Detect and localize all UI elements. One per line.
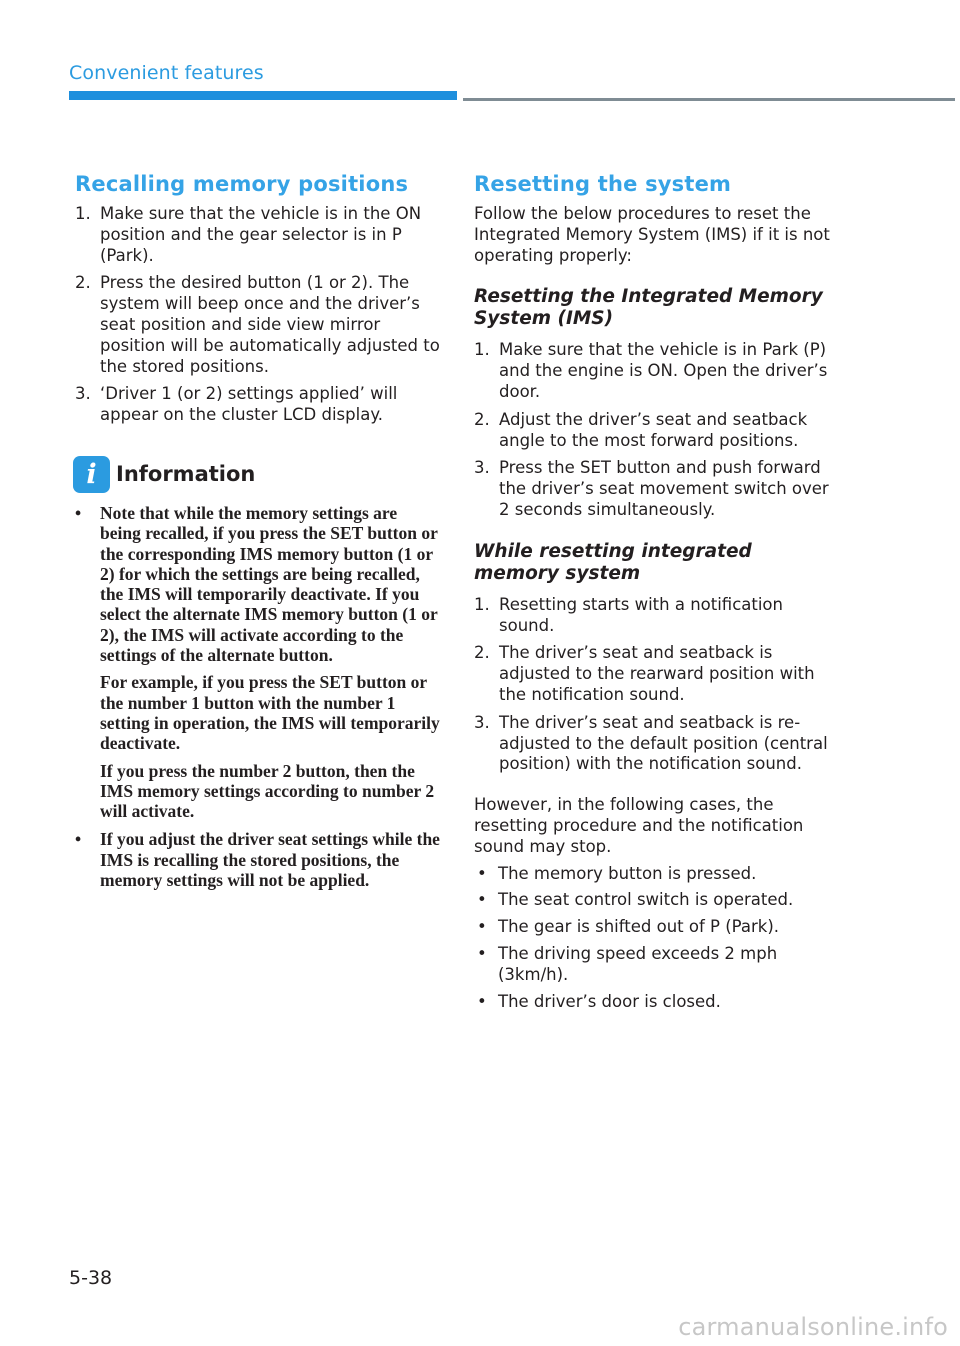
bullet: • [477,863,487,883]
reset-steps [474,340,839,520]
note-paragraph: If you adjust the driver seat settings while the IMS is recalling the stored positions, the memory settings will not be applied. [100,829,440,891]
step-text: Press the SET button and push forward the driver’s seat movement switch over 2 seconds simultaneously. [499,458,829,519]
step-text: The driver’s seat and seatback is adjusted to the rearward position with the notification sound. [499,643,815,704]
header-rule-divider [463,98,955,101]
bullet: • [477,991,487,1011]
bullet: • [75,829,82,850]
header-rule-accent [69,91,457,100]
step-number: 1. [474,594,490,614]
list-item [474,410,839,452]
information-header [73,456,440,493]
list-item [474,992,839,1013]
case-text: The memory button is pressed. [498,863,757,883]
step-text: Adjust the driver’s seat and seatback angle to the most forward positions. [499,409,808,450]
step-number: 3. [474,712,490,732]
however-paragraph: However, in the following cases, the resetting procedure and the notification sound may stop. [474,795,804,856]
case-text: The driving speed exceeds 2 mph (3km/h). [498,943,778,984]
list-item [474,917,839,938]
case-text: The seat control switch is operated. [498,890,794,910]
list-item [474,713,839,775]
step-number: 2. [474,409,490,429]
left-column [75,172,440,898]
list-item [474,864,839,885]
case-text: The gear is shifted out of P (Park). [498,917,780,937]
step-number: 2. [75,273,91,293]
list-item [75,384,440,426]
step-text: ‘Driver 1 (or 2) settings applied’ will appear on the cluster LCD display. [100,384,398,425]
list-item [474,944,839,986]
note-paragraph: Note that while the memory settings are being recalled, if you press the SET button or the corresponding IMS memory button (1 or 2) for which the settings are being recalled, the IMS will temporarily deactivate. If you select the alternate IMS memory button (1 or 2), the IMS will activate according to the settings of the alternate button. [100,502,438,666]
info-icon: i [73,456,110,493]
step-number: 1. [75,204,91,223]
recalling-heading: Recalling memory positions [75,172,409,196]
note-paragraph: For example, if you press the SET button or the number 1 button with the number 1 setting in operation, the IMS will temporarily deactivate. [100,672,440,754]
resetting-heading: Resetting the system [474,172,732,196]
recall-steps [75,204,440,426]
step-text: Resetting starts with a notification sound. [499,594,783,635]
information-notes [75,503,440,890]
step-text: The driver’s seat and seatback is re-adjusted to the default position (central position) with the notification sound. [499,712,828,774]
section-header-title: Convenient features [69,62,264,84]
watermark-text: carmanualsonline.info [678,1313,948,1341]
bullet: • [75,502,82,523]
case-text: The driver’s door is closed. [498,991,721,1011]
bullet: • [477,890,487,910]
step-number: 3. [474,458,490,478]
resetting-intro: Follow the below procedures to reset the Integrated Memory System (IMS) if it is not operating properly: [474,204,830,265]
step-text: Make sure that the vehicle is in Park (P) and the engine is ON. Open the driver’s door. [499,340,828,401]
page-number: 5-38 [69,1267,113,1289]
bullet: • [477,917,487,937]
step-text: Make sure that the vehicle is in the ON position and the gear selector is in P (Park). [100,204,422,265]
while-resetting-steps [474,595,839,775]
stop-cases-list [474,864,839,1013]
step-number: 2. [474,643,490,663]
list-item [474,340,839,402]
reset-ims-subheading: Resetting the Integrated Memory System (IMS) [474,286,823,330]
step-number: 3. [75,384,91,404]
bullet: • [477,943,487,963]
step-text: Press the desired button (1 or 2). The system will beep once and the driver’s seat position and side view mirror position will be automatically adjusted to the stored positions. [100,273,440,376]
list-item [75,829,440,890]
note-paragraph: If you press the number 2 button, then the IMS memory settings according to number 2 will activate. [100,760,435,822]
list-item [474,458,839,520]
list-item [474,890,839,911]
right-column [474,172,839,1018]
step-number: 1. [474,340,490,360]
information-title: Information [116,462,256,487]
list-item [474,595,839,637]
list-item [75,273,440,377]
list-item [75,503,440,821]
while-resetting-subheading: While resetting integrated memory system [474,540,752,584]
list-item [474,643,839,705]
list-item [75,204,440,266]
